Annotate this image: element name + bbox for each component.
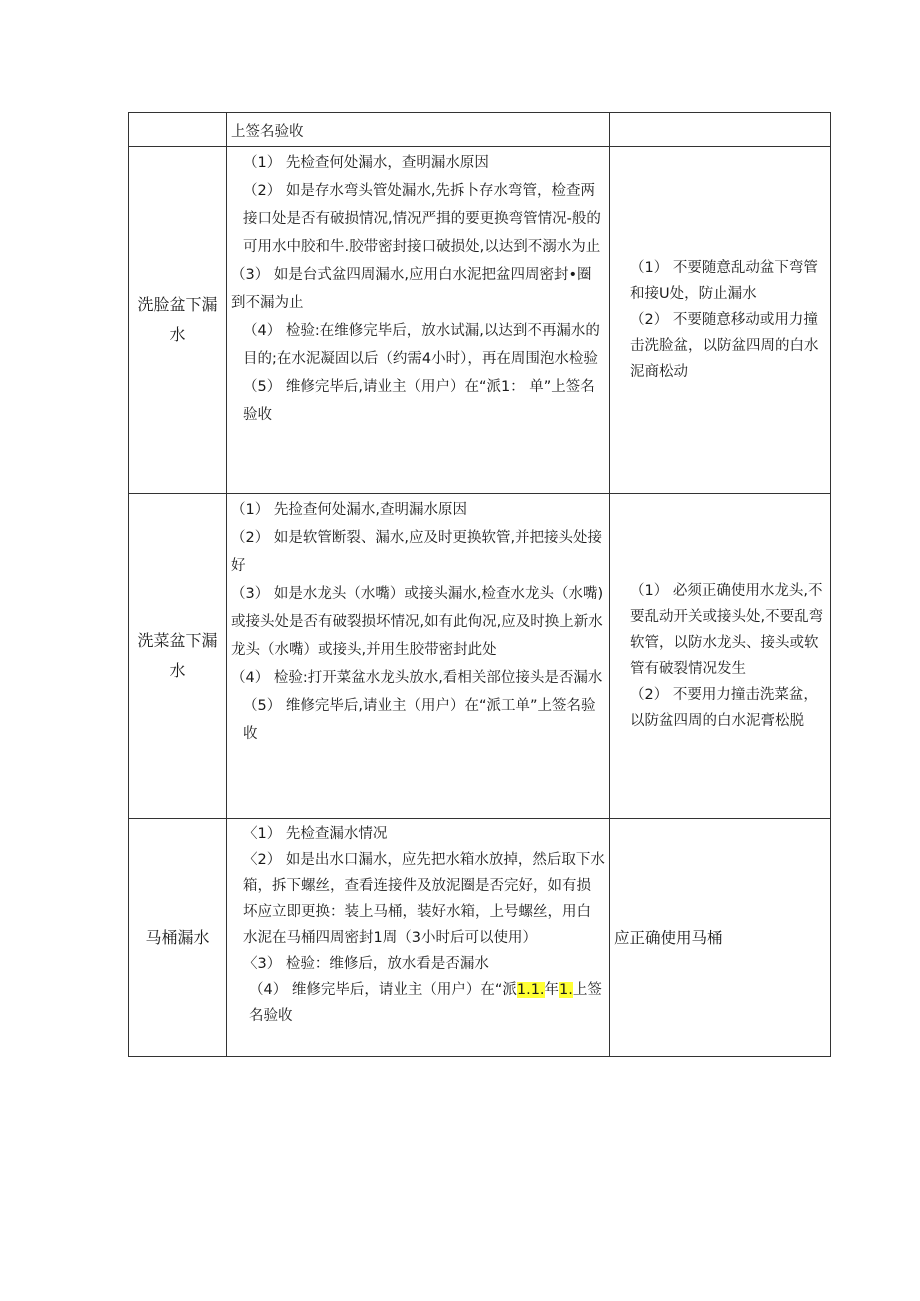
row-name-text: 马桶漏水 [145, 927, 210, 947]
step-text: （1） 先捡查何处漏水,查明漏水原因 [231, 502, 467, 518]
table-row-sink-leak [129, 494, 831, 819]
step-text: 〈1） 先检查漏水情况 [243, 826, 388, 842]
repair-guide-table [128, 112, 831, 1057]
row-name-cell [129, 494, 227, 819]
row-name-text: 洗菜盆下漏水 [137, 631, 218, 680]
step-text: 〈3） 检验：维修后，放水看是否漏水 [243, 956, 489, 972]
row-name-cell [129, 147, 227, 494]
tip-text: （2） 不要用力撞击洗菜盆，以防盆四周的白水泥膏松脱 [630, 687, 818, 729]
table-row-toilet-leak [129, 819, 831, 1057]
row-name-cell [129, 113, 227, 147]
step-text-fragment: （4） 维修完毕后，请业主（用户）在“派 [249, 982, 517, 998]
step-text: （4） 检验:在维修完毕后，放水试漏,以达到不再漏水的目的;在水泥凝固以后（约需4小时），再在周围泡水检验 [243, 323, 600, 367]
tips-cell [610, 147, 831, 494]
table-row-continued [129, 113, 831, 147]
tips-cell [610, 113, 831, 147]
tip-text: （1） 不要随意乱动盆下弯管和接U处，防止漏水 [630, 260, 818, 302]
steps-cell [227, 113, 610, 147]
step-text: （2） 如是软管断裂、漏水,应及时更换软管,并把接头处接好 [231, 530, 603, 574]
steps-cell [227, 819, 610, 1057]
steps-cell [227, 494, 610, 819]
tip-text: 应正确使用马桶 [614, 928, 723, 947]
table-row-washbasin-leak [129, 147, 831, 494]
row-name-cell [129, 819, 227, 1057]
step-text: （1） 先检查何处漏水，查明漏水原因 [243, 155, 489, 171]
highlighted-text: 1.1. [516, 982, 545, 998]
row-name-text: 洗脸盆下漏水 [137, 295, 218, 344]
highlighted-text: 1. [559, 982, 573, 998]
step-text: 上签名验收 [231, 124, 304, 140]
step-text: （2） 如是存水弯头管处漏水,先拆卜存水弯管，检查两接口处是否有破损情况,情况严揖的要更换弯管情况-般的可用水中胶和牛.胶带密封接口破损处,以达到不溺水为止 [243, 183, 601, 255]
step-text: （3） 如是台式盆四周漏水,应用白水泥把盆四周密封•圈到不漏为止 [231, 267, 592, 311]
tip-text: （1） 必须正确使用水龙头,不要乱动开关或接头处,不要乱弯软管，以防水龙头、接头或软管有破裂情况发生 [630, 583, 824, 677]
step-text: （3） 如是水龙头（水嘴）或接头漏水,检查水龙头（水嘴)或接头处是否有破裂损坏情况,如有此佝况,应及时换上新水龙头（水嘴）或接头,并用生胶带密封此处 [231, 586, 604, 658]
step-text: 〈2） 如是出水口漏水，应先把水箱水放掉，然后取下水箱，拆下螺丝，查看连接件及放泥圈是否完好，如有损坏应立即更换：装上马桶，装好水箱，上号螺丝，用白水泥在马桶四周密封1周（3小时后可以使用） [243, 852, 605, 946]
step-text-fragment: 上签名验收 [249, 982, 602, 1024]
tips-cell [610, 494, 831, 819]
step-text: （5） 维修完毕后,请业主（用户）在“派1： 单”上签名验收 [243, 379, 595, 423]
steps-cell [227, 147, 610, 494]
tips-cell [610, 819, 831, 1057]
tip-text: （2） 不要随意移动或用力撞击洗脸盆，以防盆四周的白水泥商松动 [630, 312, 819, 380]
step-text: （4） 检验:打开菜盆水龙头放水,看相关部位接头是否漏水 [231, 670, 603, 686]
step-text: （5） 维修完毕后,请业主（用户）在“派工单”上签名验收 [243, 698, 596, 742]
step-text-with-highlight [231, 977, 605, 1029]
step-text-fragment: 年 [544, 982, 560, 998]
